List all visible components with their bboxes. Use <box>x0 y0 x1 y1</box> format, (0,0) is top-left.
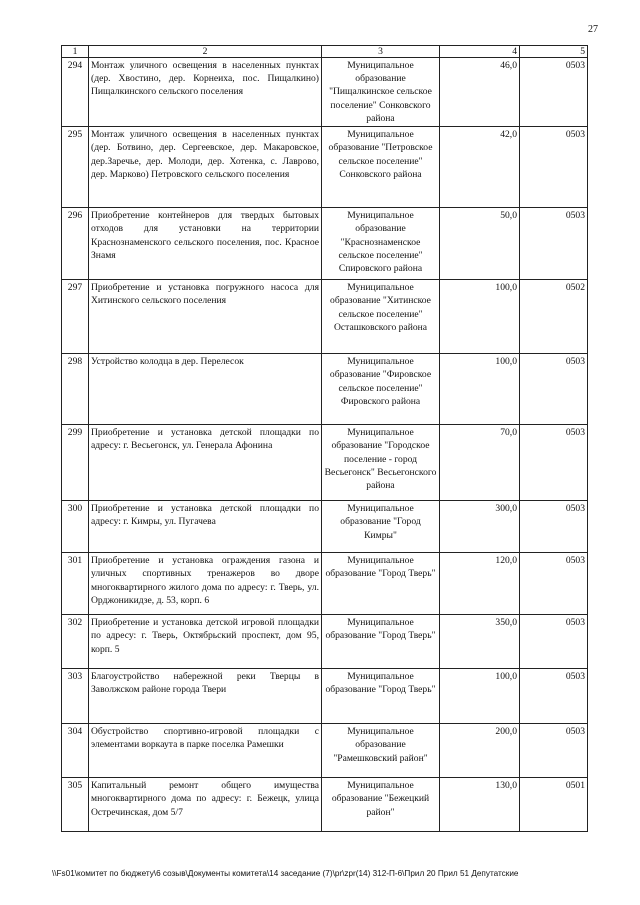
project-name: Обустройство спортивно-игровой площадки с элементами воркаута в парке поселка Рамешки <box>89 724 322 778</box>
recipient: Муниципальное образование "Город Тверь" <box>322 553 440 615</box>
recipient: Муниципальное образование "Хитинское сельское поселение" Осташковского района <box>322 280 440 354</box>
row-number: 301 <box>62 553 89 615</box>
amount: 50,0 <box>440 208 520 280</box>
table-row <box>62 553 588 615</box>
recipient: Муниципальное образование "Рамешковский район" <box>322 724 440 778</box>
row-number: 298 <box>62 354 89 425</box>
recipient: Муниципальное образование "Краснознаменское сельское поселение" Спировского района <box>322 208 440 280</box>
table-row <box>62 208 588 280</box>
recipient: Муниципальное образование "Петровское сельское поселение" Сонковского района <box>322 127 440 208</box>
row-number: 296 <box>62 208 89 280</box>
amount: 70,0 <box>440 425 520 501</box>
budget-code: 0503 <box>520 724 588 778</box>
budget-code: 0503 <box>520 669 588 724</box>
row-number: 294 <box>62 58 89 127</box>
table-row <box>62 280 588 354</box>
budget-code: 0503 <box>520 553 588 615</box>
table-row <box>62 58 588 127</box>
budget-code: 0503 <box>520 425 588 501</box>
file-path-footer: \\Fs01\комитет по бюджету\6 созыв\Документы комитета\14 заседание (7)\pr\zpr(14) 312-П-6\Прил 20 Прил 51 Депутатские <box>52 869 519 878</box>
table-row <box>62 669 588 724</box>
row-number: 304 <box>62 724 89 778</box>
budget-code: 0503 <box>520 127 588 208</box>
project-name: Приобретение и установка детской площадки по адресу: г. Весьегонск, ул. Генерала Афонина <box>89 425 322 501</box>
budget-code: 0503 <box>520 208 588 280</box>
header-col-1: 1 <box>62 46 89 58</box>
row-number: 295 <box>62 127 89 208</box>
header-col-2: 2 <box>89 46 322 58</box>
project-name: Монтаж уличного освещения в населенных пунктах (дер. Хвостино, дер. Корнеиха, пос. Пищалкино) Пищалкинского сельского поселения <box>89 58 322 127</box>
header-row <box>62 46 588 58</box>
recipient: Муниципальное образование "Бежецкий район" <box>322 778 440 832</box>
page-number: 27 <box>588 24 598 35</box>
budget-code: 0501 <box>520 778 588 832</box>
budget-code: 0503 <box>520 58 588 127</box>
table-row <box>62 425 588 501</box>
project-name: Приобретение и установка ограждения газона и уличных спортивных тренажеров во дворе многоквартирного жилого дома по адресу: г. Тверь, ул. Орджоникидзе, д. 53, корп. 6 <box>89 553 322 615</box>
row-number: 303 <box>62 669 89 724</box>
recipient: Муниципальное образование "Городское поселение - город Весьегонск" Весьегонского района <box>322 425 440 501</box>
recipient: Муниципальное образование "Фировское сельское поселение" Фировского района <box>322 354 440 425</box>
header-col-4: 4 <box>440 46 520 58</box>
amount: 46,0 <box>440 58 520 127</box>
recipient: Муниципальное образование "Город Кимры" <box>322 501 440 553</box>
subsidy-table <box>61 45 588 832</box>
recipient: Муниципальное образование "Пищалкинское сельское поселение" Сонковского района <box>322 58 440 127</box>
recipient: Муниципальное образование "Город Тверь" <box>322 669 440 724</box>
amount: 100,0 <box>440 354 520 425</box>
budget-code: 0503 <box>520 354 588 425</box>
amount: 120,0 <box>440 553 520 615</box>
header-col-3: 3 <box>322 46 440 58</box>
project-name: Приобретение контейнеров для твердых бытовых отходов для установки на территории Краснознаменского сельского поселения, пос. Красное Знамя <box>89 208 322 280</box>
amount: 350,0 <box>440 615 520 669</box>
header-col-5: 5 <box>520 46 588 58</box>
row-number: 300 <box>62 501 89 553</box>
amount: 130,0 <box>440 778 520 832</box>
table-row <box>62 778 588 832</box>
amount: 42,0 <box>440 127 520 208</box>
amount: 300,0 <box>440 501 520 553</box>
table-row <box>62 127 588 208</box>
row-number: 297 <box>62 280 89 354</box>
project-name: Приобретение и установка погружного насоса для Хитинского сельского поселения <box>89 280 322 354</box>
amount: 200,0 <box>440 724 520 778</box>
table-row <box>62 615 588 669</box>
amount: 100,0 <box>440 669 520 724</box>
row-number: 302 <box>62 615 89 669</box>
project-name: Благоустройство набережной реки Тверцы в Заволжском районе города Твери <box>89 669 322 724</box>
budget-code: 0503 <box>520 501 588 553</box>
budget-code: 0503 <box>520 615 588 669</box>
budget-code: 0502 <box>520 280 588 354</box>
row-number: 299 <box>62 425 89 501</box>
row-number: 305 <box>62 778 89 832</box>
project-name: Приобретение и установка детской игровой площадки по адресу: г. Тверь, Октябрьский проспект, дом 95, корп. 5 <box>89 615 322 669</box>
table-row <box>62 501 588 553</box>
project-name: Монтаж уличного освещения в населенных пунктах (дер. Ботвино, дер. Сергеевское, дер. Макаровское, дер.Заречье, дер. Молоди, дер. Хотенка, с. Лаврово, дер. Марково) Петровского сельского поселения <box>89 127 322 208</box>
project-name: Устройство колодца в дер. Перелесок <box>89 354 322 425</box>
table-row <box>62 354 588 425</box>
project-name: Капитальный ремонт общего имущества многоквартирного дома по адресу: г. Бежецк, улица Остречинская, дом 5/7 <box>89 778 322 832</box>
amount: 100,0 <box>440 280 520 354</box>
recipient: Муниципальное образование "Город Тверь" <box>322 615 440 669</box>
table-row <box>62 724 588 778</box>
project-name: Приобретение и установка детской площадки по адресу: г. Кимры, ул. Пугачева <box>89 501 322 553</box>
